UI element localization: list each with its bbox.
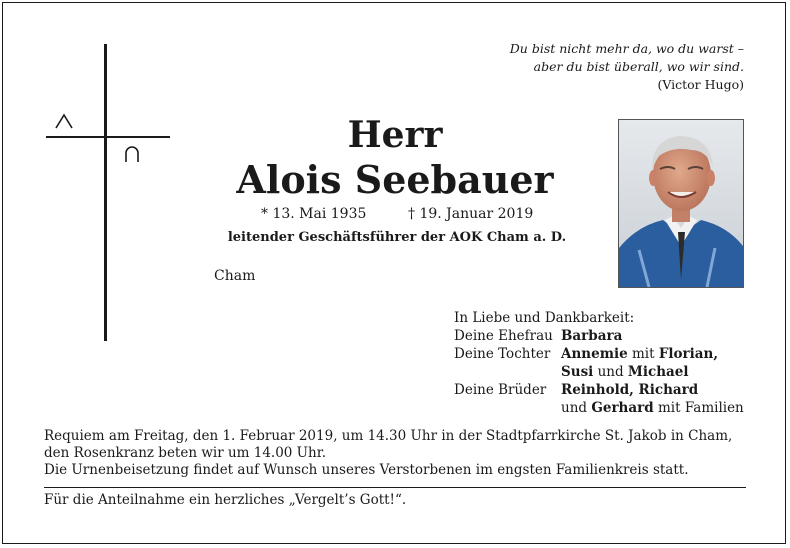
cross-vertical-bar (104, 44, 107, 341)
quote-author: (Victor Hugo) (657, 77, 744, 92)
place-name: Cham (214, 268, 256, 284)
mourner-name: Annemie (561, 346, 628, 362)
salutation: Herr (347, 114, 443, 156)
requiem-text: Requiem am Freitag, den 1. Februar 2019, um 14.30 Uhr in der Stadtpfarrkirche St. Jakob in Cham, den Rosenkranz beten wir um 14.00 Uhr. (44, 428, 733, 461)
alpha-symbol-icon (54, 112, 74, 130)
memorial-quote (480, 40, 744, 94)
cross-horizontal-bar (46, 136, 170, 138)
urn-burial-text: Die Urnenbeisetzung findet auf Wunsch unseres Verstorbenen im engsten Familienkreis statt. (44, 462, 689, 478)
quote-line-2: aber du bist überall, wo wir sind. (533, 59, 744, 74)
deceased-position: leitender Geschäftsführer der AOK Cham a. D. (227, 230, 567, 245)
omega-symbol-icon (122, 144, 142, 164)
thanks-text: Für die Anteilnahme ein herzliches „Vergelt’s Gott!“. (44, 492, 407, 508)
families-text: mit Familien (657, 400, 744, 416)
mourner-name: Florian, (658, 346, 719, 362)
portrait-photo (618, 119, 744, 288)
mourner-brothers (454, 381, 744, 399)
mourner-name: Gerhard (591, 400, 654, 416)
mourner-daughter (454, 345, 744, 363)
connector-word: und (597, 364, 624, 380)
quote-line-1: Du bist nicht mehr da, wo du warst – (509, 41, 744, 56)
relation-label: Deine Brüder (454, 382, 547, 398)
death-date: † 19. Januar 2019 (408, 206, 534, 222)
relation-label: Deine Tochter (454, 346, 551, 362)
mourner-name: Michael (627, 364, 689, 380)
mourners-intro: In Liebe und Dankbarkeit: (454, 310, 635, 326)
connector-word: und (561, 400, 588, 416)
birth-date: * 13. Mai 1935 (261, 206, 367, 222)
mourner-wife (454, 327, 744, 345)
mourner-name: Susi (561, 364, 594, 380)
mourners-list (454, 309, 744, 417)
mourner-grandchildren (454, 363, 744, 381)
relation-label: Deine Ehefrau (454, 328, 553, 344)
connector-word: mit (632, 346, 655, 362)
service-details (44, 428, 748, 479)
mourner-name: Reinhold, Richard (561, 382, 699, 398)
deceased-name: Alois Seebauer (236, 157, 554, 202)
mourner-name: Barbara (561, 328, 623, 344)
mourner-brothers-cont (454, 399, 744, 417)
divider-line (44, 487, 746, 488)
